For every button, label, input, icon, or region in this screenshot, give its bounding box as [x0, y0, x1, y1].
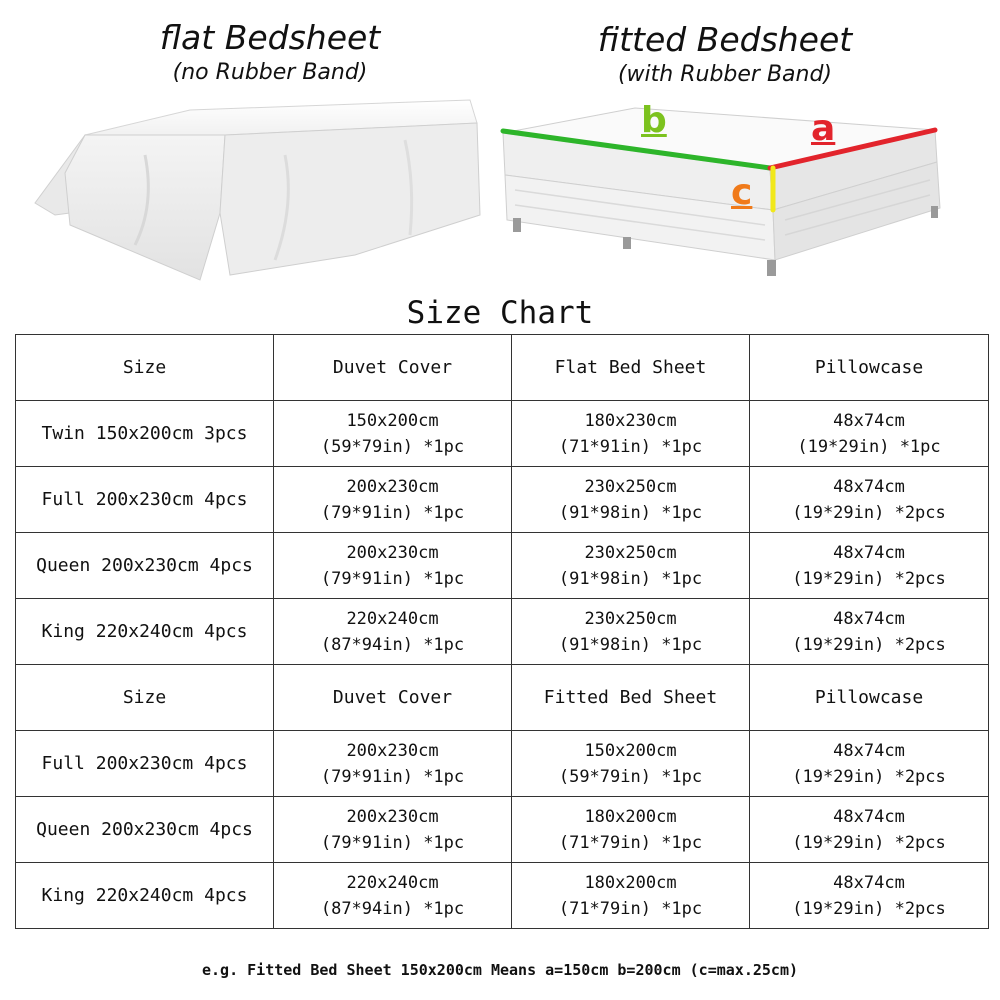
pillow-cell — [750, 863, 989, 929]
pillow-cm: 48x74cm — [833, 410, 905, 431]
pillow-cm: 48x74cm — [833, 872, 905, 893]
pillow-in: (19*29in) *2pcs — [792, 634, 946, 655]
sheet-cm: 230x250cm — [584, 542, 677, 563]
sheet-cell — [512, 401, 750, 467]
sheet-cm: 180x200cm — [584, 872, 677, 893]
size-cell: King 220x240cm 4pcs — [16, 863, 274, 929]
duvet-cm: 220x240cm — [346, 872, 439, 893]
duvet-in: (79*91in) *1pc — [320, 832, 465, 853]
duvet-cell — [274, 731, 512, 797]
size-chart-table — [15, 334, 989, 929]
pillow-in: (19*29in) *2pcs — [792, 568, 946, 589]
sheet-cell — [512, 533, 750, 599]
dimension-c-label: c — [731, 172, 753, 213]
duvet-cell — [274, 863, 512, 929]
sheet-in: (71*91in) *1pc — [558, 436, 703, 457]
size-cell: Twin 150x200cm 3pcs — [16, 401, 274, 467]
size-cell: Full 200x230cm 4pcs — [16, 731, 274, 797]
sheet-cell — [512, 731, 750, 797]
pillow-in: (19*29in) *2pcs — [792, 898, 946, 919]
duvet-cell — [274, 401, 512, 467]
pillow-cell — [750, 401, 989, 467]
header-fitted-bed-sheet: Fitted Bed Sheet — [512, 665, 750, 731]
duvet-cm: 200x230cm — [346, 476, 439, 497]
pillow-in: (19*29in) *2pcs — [792, 832, 946, 853]
header-duvet-cover: Duvet Cover — [274, 335, 512, 401]
size-cell: Queen 200x230cm 4pcs — [16, 797, 274, 863]
duvet-in: (79*91in) *1pc — [320, 502, 465, 523]
table-row — [16, 731, 989, 797]
dimension-a-label: a — [811, 108, 836, 149]
pillow-cell — [750, 599, 989, 665]
pillow-cm: 48x74cm — [833, 806, 905, 827]
pillow-in: (19*29in) *2pcs — [792, 766, 946, 787]
table-row — [16, 863, 989, 929]
pillow-cm: 48x74cm — [833, 740, 905, 761]
pillow-cm: 48x74cm — [833, 608, 905, 629]
sheet-in: (59*79in) *1pc — [558, 766, 703, 787]
fitted-bedsheet-heading — [520, 20, 930, 90]
header-size: Size — [16, 335, 274, 401]
table-row — [16, 797, 989, 863]
table-header-row — [16, 335, 989, 401]
table-row — [16, 467, 989, 533]
flat-bedsheet-heading — [60, 18, 480, 88]
pillow-cm: 48x74cm — [833, 476, 905, 497]
size-cell: Full 200x230cm 4pcs — [16, 467, 274, 533]
sheet-cell — [512, 797, 750, 863]
pillow-cell — [750, 797, 989, 863]
sheet-in: (71*79in) *1pc — [558, 898, 703, 919]
sheet-cm: 150x200cm — [584, 740, 677, 761]
sheet-cell — [512, 599, 750, 665]
duvet-in: (79*91in) *1pc — [320, 568, 465, 589]
sheet-in: (91*98in) *1pc — [558, 568, 703, 589]
sheet-in: (91*98in) *1pc — [558, 634, 703, 655]
pillow-cell — [750, 533, 989, 599]
sheet-cm: 180x230cm — [584, 410, 677, 431]
duvet-in: (87*94in) *1pc — [320, 634, 465, 655]
header-pillowcase: Pillowcase — [750, 335, 989, 401]
duvet-in: (79*91in) *1pc — [320, 766, 465, 787]
pillow-in: (19*29in) *1pc — [797, 436, 941, 457]
size-chart-title: Size Chart — [406, 295, 594, 331]
size-cell: Queen 200x230cm 4pcs — [16, 533, 274, 599]
duvet-cm: 220x240cm — [346, 608, 439, 629]
sheet-cell — [512, 863, 750, 929]
sheet-in: (71*79in) *1pc — [558, 832, 703, 853]
pillow-cell — [750, 731, 989, 797]
footnote: e.g. Fitted Bed Sheet 150x200cm Means a=150cm b=200cm (c=max.25cm) — [201, 961, 799, 979]
table-row — [16, 401, 989, 467]
header-flat-bed-sheet: Flat Bed Sheet — [512, 335, 750, 401]
table-header-row — [16, 665, 989, 731]
duvet-in: (59*79in) *1pc — [320, 436, 465, 457]
pillow-in: (19*29in) *2pcs — [792, 502, 946, 523]
duvet-cm: 200x230cm — [346, 542, 439, 563]
fitted-bedsheet-title: fitted Bedsheet — [597, 20, 853, 59]
pillow-cell — [750, 467, 989, 533]
sheet-cell — [512, 467, 750, 533]
duvet-cell — [274, 467, 512, 533]
duvet-cm: 150x200cm — [346, 410, 439, 431]
duvet-cell — [274, 533, 512, 599]
flat-bedsheet-illustration — [25, 95, 495, 290]
sheet-cm: 230x250cm — [584, 608, 677, 629]
sheet-in: (91*98in) *1pc — [558, 502, 703, 523]
duvet-cell — [274, 599, 512, 665]
table-row — [16, 599, 989, 665]
duvet-cm: 200x230cm — [346, 740, 439, 761]
fitted-bedsheet-subtitle: (with Rubber Band) — [617, 62, 833, 87]
dimension-b-label: b — [641, 100, 667, 141]
duvet-cell — [274, 797, 512, 863]
table-row — [16, 533, 989, 599]
size-cell: King 220x240cm 4pcs — [16, 599, 274, 665]
header-pillowcase: Pillowcase — [750, 665, 989, 731]
header-duvet-cover: Duvet Cover — [274, 665, 512, 731]
duvet-cm: 200x230cm — [346, 806, 439, 827]
pillow-cm: 48x74cm — [833, 542, 905, 563]
sheet-cm: 180x200cm — [584, 806, 677, 827]
duvet-in: (87*94in) *1pc — [320, 898, 465, 919]
flat-bedsheet-subtitle: (no Rubber Band) — [172, 60, 368, 85]
header-size: Size — [16, 665, 274, 731]
sheet-cm: 230x250cm — [584, 476, 677, 497]
flat-bedsheet-title: flat Bedsheet — [159, 18, 381, 57]
